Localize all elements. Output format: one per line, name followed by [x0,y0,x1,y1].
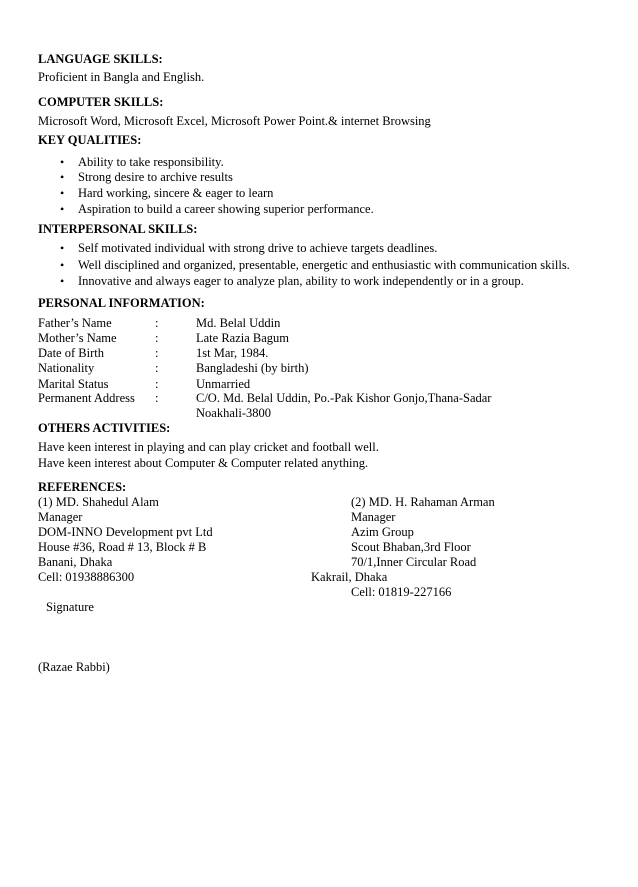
reference-right-line: Cell: 01819-227166 [351,585,452,599]
list-item: • Self motivated individual with strong drive to achieve targets deadlines. [78,241,437,256]
personal-separator: : [155,346,159,360]
references-heading: REFERENCES: [38,480,127,494]
list-item: • Innovative and always eager to analyze plan, ability to work independently or in a group. [78,274,524,289]
reference-left-line: Cell: 01938886300 [38,570,135,584]
reference-right-line: Kakrail, Dhaka [311,570,388,584]
reference-right-line: Manager [351,510,396,524]
personal-value: Noakhali-3800 [196,406,271,420]
personal-value: C/O. Md. Belal Uddin, Po.-Pak Kishor Gonjo,Thana-Sadar [196,391,492,405]
signature-name: (Razae Rabbi) [38,660,110,674]
personal-value: 1st Mar, 1984. [196,346,269,360]
language-heading: LANGUAGE SKILLS: [38,52,163,66]
computer-heading: COMPUTER SKILLS: [38,95,164,109]
personal-label: Father’s Name [38,316,112,330]
reference-left-line: House #36, Road # 13, Block # B [38,540,207,554]
reference-right-line: 70/1,Inner Circular Road [351,555,477,569]
reference-right-line: Azim Group [351,525,414,539]
signature-label: Signature [46,600,94,614]
personal-label: Marital Status [38,377,109,391]
list-item: • Hard working, sincere & eager to learn [78,186,273,201]
personal-value: Unmarried [196,377,251,391]
personal-separator: : [155,316,159,330]
personal-value: Late Razia Bagum [196,331,290,345]
list-item: • Aspiration to build a career showing superior performance. [78,202,374,217]
list-item: • Well disciplined and organized, presentable, energetic and enthusiastic with communication skills. [78,258,570,273]
key-qualities-heading: KEY QUALITIES: [38,133,142,147]
personal-label: Permanent Address [38,391,135,405]
others-heading: OTHERS ACTIVITIES: [38,421,171,435]
reference-left-line: Manager [38,510,83,524]
language-text: Proficient in Bangla and English. [38,70,205,84]
reference-left-line: DOM-INNO Development pvt Ltd [38,525,213,539]
personal-label: Mother’s Name [38,331,117,345]
personal-label: Nationality [38,361,95,375]
interpersonal-heading: INTERPERSONAL SKILLS: [38,222,198,236]
personal-heading: PERSONAL INFORMATION: [38,296,205,310]
others-text: Have keen interest in playing and can play cricket and football well. [38,440,379,454]
reference-right-line: Scout Bhaban,3rd Floor [351,540,471,554]
personal-value: Bangladeshi (by birth) [196,361,309,375]
personal-separator: : [155,391,159,405]
personal-separator: : [155,361,159,375]
reference-right-line: (2) MD. H. Rahaman Arman [351,495,495,509]
list-item: • Ability to take responsibility. [78,155,224,170]
personal-separator: : [155,331,159,345]
personal-label: Date of Birth [38,346,104,360]
others-text: Have keen interest about Computer & Computer related anything. [38,456,369,470]
computer-text: Microsoft Word, Microsoft Excel, Microsoft Power Point.& internet Browsing [38,114,431,128]
list-item: • Strong desire to archive results [78,170,233,185]
personal-value: Md. Belal Uddin [196,316,281,330]
reference-left-line: (1) MD. Shahedul Alam [38,495,159,509]
personal-separator: : [155,377,159,391]
reference-left-line: Banani, Dhaka [38,555,113,569]
